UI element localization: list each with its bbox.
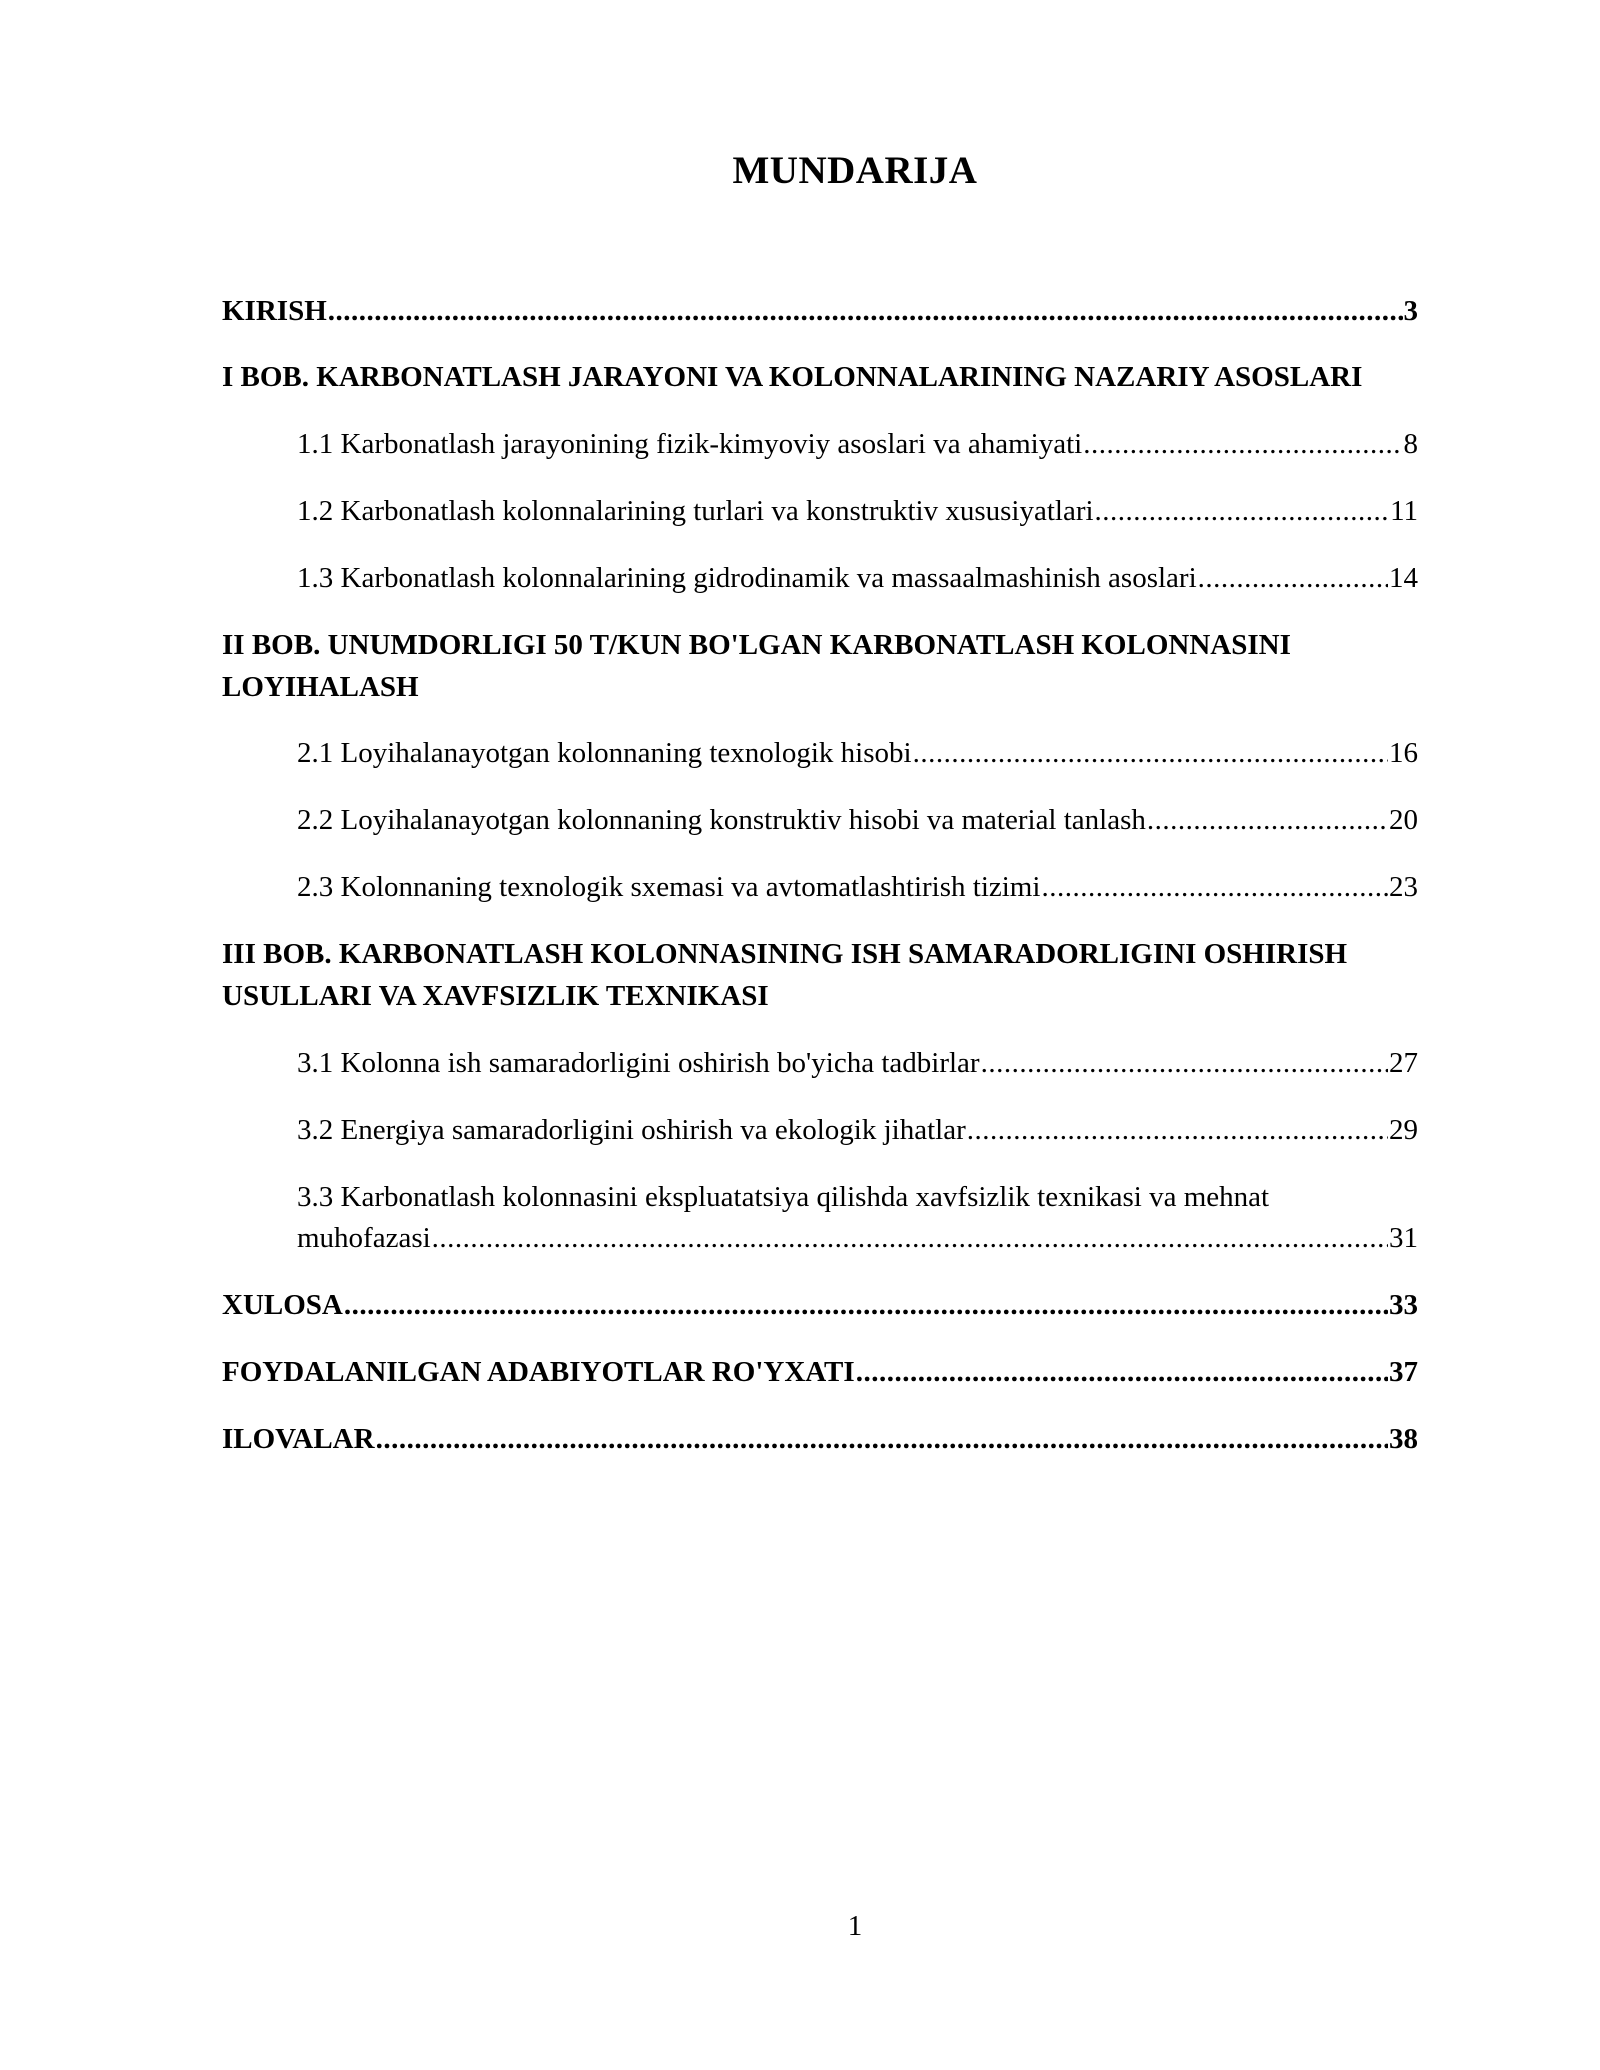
dot-leader bbox=[913, 732, 1388, 774]
toc-label: 3.2 Energiya samaradorligini oshirish va ekologik jihatlar bbox=[297, 1114, 966, 1146]
toc-page-number: 37 bbox=[1389, 1356, 1418, 1388]
dot-leader bbox=[1083, 423, 1402, 465]
toc-page-number: 23 bbox=[1389, 871, 1418, 903]
toc-label: FOYDALANILGAN ADABIYOTLAR RO'YXATI bbox=[222, 1356, 855, 1388]
toc-page-number: 8 bbox=[1403, 428, 1418, 460]
toc-page-number: 14 bbox=[1389, 562, 1418, 594]
toc-chapter-heading-3[interactable]: III BOB. KARBONATLASH KOLONNASINING ISH SAMARADORLIGINI OSHIRISH USULLARI VA XAVFSIZLIK TEXNIKASI bbox=[222, 938, 1348, 1012]
toc-entry-1-3[interactable] bbox=[297, 557, 1418, 599]
toc-label: 1.2 Karbonatlash kolonnalarining turlari va konstruktiv xususiyatlari bbox=[297, 495, 1094, 527]
toc-entry-adabiyotlar[interactable] bbox=[222, 1351, 1418, 1393]
toc-entry-3-1[interactable] bbox=[297, 1042, 1418, 1084]
toc-label: 3.1 Kolonna ish samaradorligini oshirish bo'yicha tadbirlar bbox=[297, 1047, 980, 1079]
toc-page-number: 20 bbox=[1389, 804, 1418, 836]
toc-page-number: 3 bbox=[1403, 295, 1418, 327]
toc-entry-xulosa[interactable] bbox=[222, 1284, 1418, 1326]
toc-entry-kirish[interactable] bbox=[222, 290, 1418, 332]
toc-entry-ilovalar[interactable] bbox=[222, 1418, 1418, 1460]
dot-leader bbox=[981, 1042, 1388, 1084]
toc-label: 2.1 Loyihalanayotgan kolonnaning texnologik hisobi bbox=[297, 737, 912, 769]
toc-label: muhofazasi bbox=[297, 1222, 431, 1254]
toc-label: 2.3 Kolonnaning texnologik sxemasi va avtomatlashtirish tizimi bbox=[297, 871, 1041, 903]
toc-page-number: 29 bbox=[1389, 1114, 1418, 1146]
dot-leader bbox=[1041, 866, 1388, 908]
dot-leader bbox=[1095, 490, 1390, 532]
toc-chapter-heading-1[interactable]: I BOB. KARBONATLASH JARAYONI VA KOLONNALARINING NAZARIY ASOSLARI bbox=[222, 361, 1363, 393]
toc-page-number: 16 bbox=[1389, 737, 1418, 769]
toc-entry-3-3[interactable] bbox=[297, 1217, 1418, 1259]
toc-entry-1-2[interactable] bbox=[297, 490, 1418, 532]
dot-leader bbox=[344, 1284, 1388, 1326]
toc-entry-2-2[interactable] bbox=[297, 799, 1418, 841]
page-number: 1 bbox=[847, 1910, 863, 1942]
toc-label: 1.3 Karbonatlash kolonnalarining gidrodinamik va massaalmashinish asoslari bbox=[297, 562, 1197, 594]
toc-entry-2-3[interactable] bbox=[297, 866, 1418, 908]
toc-entry-3-2[interactable] bbox=[297, 1109, 1418, 1151]
toc-chapter-heading-2[interactable]: II BOB. UNUMDORLIGI 50 T/KUN BO'LGAN KARBONATLASH KOLONNASINI LOYIHALASH bbox=[222, 629, 1291, 703]
toc-page-number: 27 bbox=[1389, 1047, 1418, 1079]
toc-page-number: 11 bbox=[1390, 495, 1418, 527]
dot-leader bbox=[1198, 557, 1388, 599]
toc-label: 2.2 Loyihalanayotgan kolonnaning konstruktiv hisobi va material tanlash bbox=[297, 804, 1146, 836]
toc-label: 1.1 Karbonatlash jarayonining fizik-kimyoviy asoslari va ahamiyati bbox=[297, 428, 1083, 460]
page-title: MUNDARIJA bbox=[732, 149, 978, 192]
dot-leader bbox=[856, 1351, 1388, 1393]
toc-page-number: 33 bbox=[1389, 1289, 1418, 1321]
dot-leader bbox=[1147, 799, 1388, 841]
toc-label: ILOVALAR bbox=[222, 1423, 375, 1455]
dot-leader bbox=[967, 1109, 1388, 1151]
toc-label: KIRISH bbox=[222, 295, 327, 327]
dot-leader bbox=[432, 1217, 1388, 1259]
toc-entry-2-1[interactable] bbox=[297, 732, 1418, 774]
toc-label: XULOSA bbox=[222, 1289, 343, 1321]
dot-leader bbox=[328, 290, 1403, 332]
toc-page-number: 38 bbox=[1389, 1423, 1418, 1455]
toc-entry-3-3-line1[interactable]: 3.3 Karbonatlash kolonnasini ekspluatatsiya qilishda xavfsizlik texnikasi va mehnat bbox=[297, 1181, 1270, 1213]
toc-page-number: 31 bbox=[1389, 1222, 1418, 1254]
dot-leader bbox=[376, 1418, 1388, 1460]
toc-entry-1-1[interactable] bbox=[297, 423, 1418, 465]
